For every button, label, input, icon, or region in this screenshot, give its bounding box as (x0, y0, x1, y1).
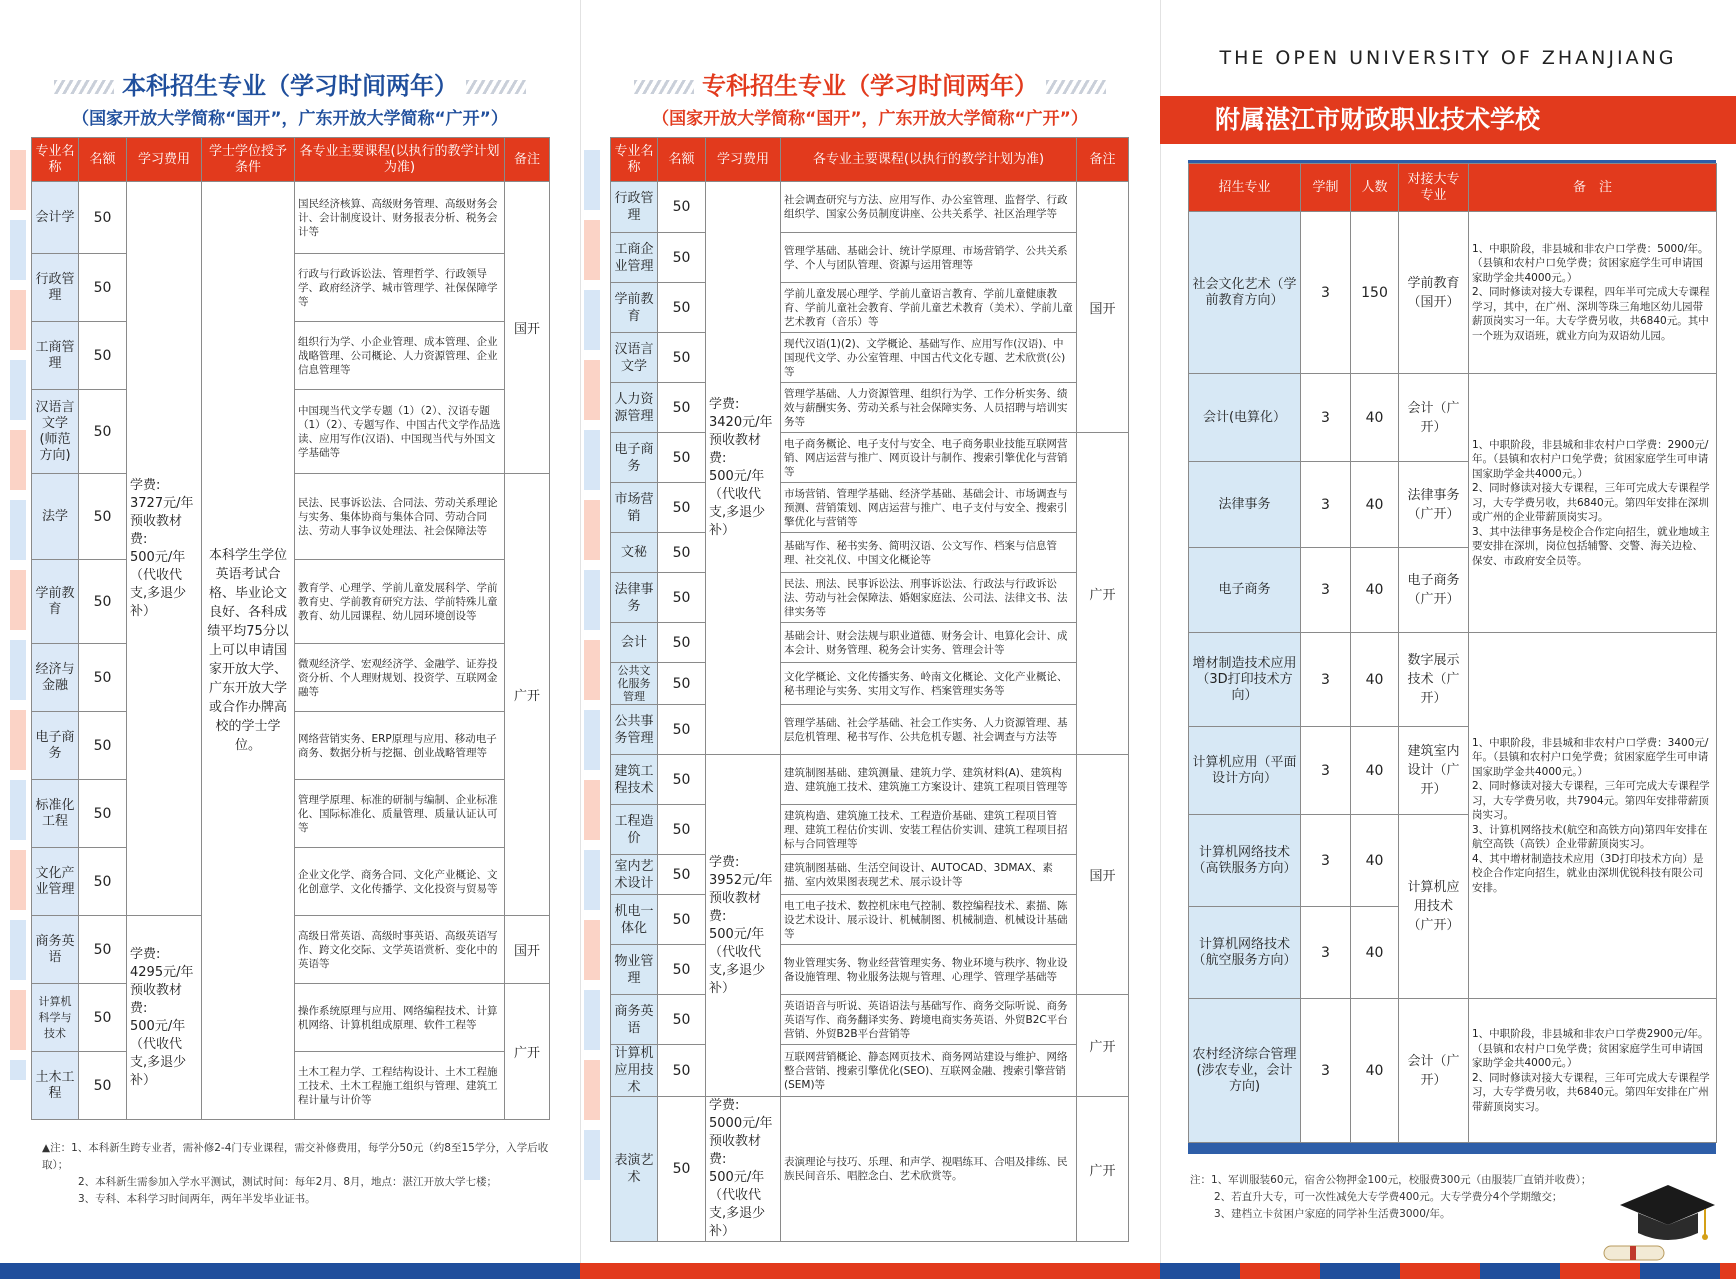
vocational-notes (1190, 1172, 1620, 1223)
major-name: 汉语言文学(师范方向) (32, 390, 79, 474)
course-list: 高级日常英语、高级时事英语、高级英语写作、跨文化交际、文学英语赏析、变化中的英语等 (295, 916, 505, 984)
note-line: ▲注：1、本科新生跨专业者，需补修2-4门专业课程，需交补修费用，每学分50元（约8至15学分，入学后收取）； (42, 1142, 549, 1171)
quota: 50 (658, 755, 706, 805)
major-name: 会计学 (32, 182, 79, 254)
junior-college-subtitle: （国家开放大学简称“国开”，广东开放大学简称“广开”） (652, 109, 1088, 129)
major-name: 室内艺术设计 (611, 855, 658, 895)
course-list: 文化学概论、文化传播实务、岭南文化概论、文化产业概论、秘书理论与实务、实用文写作、档案管理实务等 (781, 663, 1077, 705)
header-course: 各专业主要课程(以执行的教学计划为准) (781, 138, 1077, 182)
major-name: 标准化工程 (32, 780, 79, 848)
header-linked-major: 对接大专专业 (1399, 164, 1469, 212)
remark: 国开 (505, 182, 550, 474)
table-row (611, 283, 1129, 333)
course-list: 电子商务概论、电子支付与安全、电子商务职业技能互联网营销、网店运营与推广、网页设计与制作、搜索引擎优化与营销等 (781, 433, 1077, 483)
linked-major: 电子商务（广开） (1399, 548, 1469, 633)
remark: 国开 (505, 916, 550, 984)
years: 3 (1301, 907, 1351, 999)
table-row (611, 1097, 1129, 1242)
table-header (32, 138, 550, 182)
note-line: 注：1、军训服装60元，宿舍公物押金100元，校服费300元（由服装厂直销并收费）； (1190, 1174, 1592, 1186)
remark-text: 1、中职阶段，非县城和非农村户口学费：2900元/年。（县镇和农村户口免学费；贫困家庭学生可申请国家助学金共4000元。） 2、同时修读对接大专课程，三年可完成大专课程学习，大专学费另收，共6840元。第四年安排在深圳或广州的企业带薪顶岗实习。 3、其中法律事务是校企合作定向招生，就业地域主要安排在深圳，岗位包括辅警、交警、海关边检、保安、市政府安全员等。 (1469, 374, 1717, 633)
course-list: 电工电子技术、数控机床电气控制、数控编程技术、素描、陈设艺术设计、展示设计、机械制图、机械制造、机械设计基础等 (781, 895, 1077, 945)
fee-group-2: 学费: 3952元/年 预收教材费: 500元/年 （代收代支,多退少补） (706, 755, 781, 1097)
remark: 广开 (505, 474, 550, 916)
major-name: 会计 (611, 623, 658, 663)
major-name: 农村经济综合管理(涉农专业，会计方向) (1189, 999, 1301, 1143)
fee-group-1: 学费: 3727元/年 预收教材费: 500元/年 （代收代支,多退少补） (127, 182, 202, 916)
major-name: 计算机应用（平面设计方向） (1189, 727, 1301, 815)
quota: 50 (658, 533, 706, 573)
years: 3 (1301, 548, 1351, 633)
decorative-stripe (10, 150, 26, 1080)
quota: 50 (79, 1052, 127, 1120)
table-row (611, 895, 1129, 945)
course-list: 民法、民事诉讼法、合同法、劳动关系理论与实务、集体协商与集体合同、劳动合同法、劳动人事争议处理法、社会保障法等 (295, 474, 505, 560)
table-row (1189, 633, 1717, 727)
course-list: 中国现当代文学专题（1）（2）、汉语专题（1）（2）、专题写作、中国古代文学作品选读、应用写作(汉语)、中国现当代与外国文学基础等 (295, 390, 505, 474)
count: 150 (1351, 212, 1399, 374)
course-list: 操作系统原理与应用、网络编程技术、计算机网络、计算机组成原理、软件工程等 (295, 984, 505, 1052)
major-name: 电子商务 (32, 712, 79, 780)
major-name: 人力资源管理 (611, 383, 658, 433)
major-name: 商务英语 (32, 916, 79, 984)
bottom-bar (580, 1263, 1160, 1279)
count: 40 (1351, 633, 1399, 727)
remark: 国开 (1077, 755, 1129, 995)
quota: 50 (658, 333, 706, 383)
header-years: 学制 (1301, 164, 1351, 212)
header-major: 专业名称 (611, 138, 658, 182)
course-list: 建筑制图基础、建筑测量、建筑力学、建筑材料(A)、建筑构造、建筑施工技术、建筑施工方案设计、建筑工程项目管理等 (781, 755, 1077, 805)
table-header (611, 138, 1129, 182)
major-name: 计算机应用技术 (611, 1045, 658, 1097)
quota: 50 (658, 945, 706, 995)
quota: 50 (658, 483, 706, 533)
header-remark: 备 注 (1469, 164, 1717, 212)
table-row (611, 855, 1129, 895)
linked-major: 数字展示技术（广开） (1399, 633, 1469, 727)
table-row (611, 805, 1129, 855)
major-name: 公共事务管理 (611, 705, 658, 755)
course-list: 行政与行政诉讼法、管理哲学、行政领导学、政府经济学、城市管理学、社保保障学等 (295, 254, 505, 322)
table-row (611, 755, 1129, 805)
quota: 50 (79, 254, 127, 322)
header-remark: 备注 (505, 138, 550, 182)
quota: 50 (79, 390, 127, 474)
years: 3 (1301, 727, 1351, 815)
table-row (611, 705, 1129, 755)
course-list: 微观经济学、宏观经济学、金融学、证券投资分析、个人理财规划、投资学、互联网金融等 (295, 644, 505, 712)
major-name: 学前教育 (32, 560, 79, 644)
header-count: 人数 (1351, 164, 1399, 212)
major-name: 学前教育 (611, 283, 658, 333)
quota: 50 (79, 712, 127, 780)
table-row (611, 233, 1129, 283)
junior-college-table (610, 137, 1129, 1242)
bottom-bar (0, 1263, 580, 1279)
count: 40 (1351, 727, 1399, 815)
course-list: 互联网营销概论、静态网页技术、商务网站建设与维护、网络整合营销、搜索引擎优化(SEO)、互联网金融、搜索引擎营销(SEM)等 (781, 1045, 1077, 1097)
note-line: 3、专科、本科学习时间两年，两年半发毕业证书。 (78, 1193, 316, 1205)
table-row (611, 333, 1129, 383)
major-name: 社会文化艺术（学前教育方向） (1189, 212, 1301, 374)
school-title: 附属湛江市财政职业技术学校 (1160, 96, 1736, 144)
course-list: 管理学基础、社会学基础、社会工作实务、人力资源管理、基层危机管理、秘书写作、公共危机专题、社会调查与方法等 (781, 705, 1077, 755)
major-name: 文化产业管理 (32, 848, 79, 916)
course-list: 英语语音与听说、英语语法与基础写作、商务交际听说、商务英语写作、商务翻译实务、跨境电商实务英语、外贸B2C平台营销、外贸B2B平台营销等 (781, 995, 1077, 1045)
linked-major: 学前教育（国开） (1399, 212, 1469, 374)
note-line: 2、本科新生需参加入学水平测试，测试时间：每年2月、8月，地点：湛江开放大学七楼； (78, 1176, 498, 1188)
course-list: 现代汉语(1)(2)、文学概论、基础写作、应用写作(汉语)、中国现代文学、办公室管理、中国古代文化专题、艺术欣赏(公)等 (781, 333, 1077, 383)
major-name: 工程造价 (611, 805, 658, 855)
course-list: 表演理论与技巧、乐理、和声学、视唱练耳、合唱及排练、民族民间音乐、唱腔念白、艺术欣赏等。 (781, 1097, 1077, 1242)
fee-group-3: 学费: 5000元/年 预收教材费: 500元/年 （代收代支,多退少补） (706, 1097, 781, 1242)
quota: 50 (658, 1097, 706, 1242)
course-list: 管理学基础、基础会计、统计学原理、市场营销学、公共关系学、个人与团队管理、资源与运用管理等 (781, 233, 1077, 283)
table-row (611, 1045, 1129, 1097)
table-row (611, 945, 1129, 995)
quota: 50 (79, 644, 127, 712)
quota: 50 (658, 1045, 706, 1097)
quota: 50 (658, 182, 706, 233)
quota: 50 (658, 233, 706, 283)
header-major: 专业名称 (32, 138, 79, 182)
quota: 50 (658, 283, 706, 333)
table-row (611, 663, 1129, 705)
major-name: 汉语言文学 (611, 333, 658, 383)
course-list: 教育学、心理学、学前儿童发展科学、学前教育史、学前教育研究方法、学前特殊儿童教育、幼儿园课程、幼儿园环境创设等 (295, 560, 505, 644)
table-row (611, 483, 1129, 533)
undergraduate-panel (0, 0, 580, 1279)
major-name: 会计(电算化） (1189, 374, 1301, 462)
linked-major: 建筑室内设计（广开） (1399, 727, 1469, 815)
major-name: 工商管理 (32, 322, 79, 390)
undergraduate-table (31, 137, 550, 1120)
degree-condition: 本科学生学位英语考试合格、毕业论文良好、各科成绩平均75分以上可以申请国家开放大学、广东开放大学或合作办牌高校的学士学位。 (202, 182, 295, 1120)
quota: 50 (79, 848, 127, 916)
major-name: 电子商务 (1189, 548, 1301, 633)
quota: 50 (79, 780, 127, 848)
remark-text: 1、中职阶段，非县城和非农户口学费2900元/年。（县镇和农村户口免学费；贫困家庭学生可申请国家助学金共4000元。） 2、同时修读对接大专课程，三年可完成大专课程学习，大专学费另收，共6840元。第四年安排在广州带薪顶岗实习。 (1469, 999, 1717, 1143)
quota: 50 (658, 663, 706, 705)
course-list: 土木工程力学、工程结构设计、土木工程施工技术、土木工程施工组织与管理、建筑工程计量与计价等 (295, 1052, 505, 1120)
major-name: 物业管理 (611, 945, 658, 995)
junior-college-title: 专科招生专业（学习时间两年） (580, 66, 1160, 101)
major-name: 商务英语 (611, 995, 658, 1045)
vocational-school-panel (1160, 0, 1736, 1279)
major-name: 计算机网络技术（航空服务方向） (1189, 907, 1301, 999)
table-row (611, 995, 1129, 1045)
course-list: 学前儿童发展心理学、学前儿童语言教育、学前儿童健康教育、学前儿童社会教育、学前儿童艺术教育（美术）、学前儿童艺术教育（音乐）等 (781, 283, 1077, 333)
course-list: 组织行为学、小企业管理、成本管理、企业战略管理、公司概论、人力资源管理、企业信息管理等 (295, 322, 505, 390)
remark: 广开 (1077, 995, 1129, 1097)
junior-college-panel (580, 0, 1160, 1279)
header-remark: 备注 (1077, 138, 1129, 182)
quota: 50 (658, 433, 706, 483)
years: 3 (1301, 212, 1351, 374)
header-quota: 名额 (79, 138, 127, 182)
quota: 50 (79, 984, 127, 1052)
quota: 50 (658, 805, 706, 855)
major-name: 公共文化服务管理 (611, 663, 658, 705)
header-major: 招生专业 (1189, 164, 1301, 212)
quota: 50 (79, 560, 127, 644)
major-name: 工商企业管理 (611, 233, 658, 283)
remark-text: 1、中职阶段，非县城和非农户口学费：5000/年。（县镇和农村户口免学费；贫困家庭学生可申请国家助学金共4000元。） 2、同时修读对接大专课程，四年半可完成大专课程学习，其中，在广州、深圳等珠三角地区幼儿园带薪顶岗实习一年。大专学费另收，共6840元。其中一个班为双语班，就业方向为双语幼儿园。 (1469, 212, 1717, 374)
count: 40 (1351, 999, 1399, 1143)
vocational-table (1188, 163, 1717, 1143)
undergraduate-notes (42, 1140, 552, 1208)
major-name: 建筑工程技术 (611, 755, 658, 805)
decorative-stripe (584, 150, 600, 1180)
header-fee: 学习费用 (706, 138, 781, 182)
course-list: 建筑制图基础、生活空间设计、AUTOCAD、3DMAX、素描、室内效果图表现艺术、展示设计等 (781, 855, 1077, 895)
major-name: 行政管理 (32, 254, 79, 322)
note-line: 3、建档立卡贫困户家庭的同学补生活费3000/年。 (1214, 1208, 1451, 1220)
remark: 广开 (1077, 1097, 1129, 1242)
course-list: 物业管理实务、物业经营管理实务、物业环境与秩序、物业设备设施管理、物业服务法规与管理、心理学、管理学基础等 (781, 945, 1077, 995)
major-name: 经济与金融 (32, 644, 79, 712)
remark: 广开 (505, 984, 550, 1120)
count: 40 (1351, 907, 1399, 999)
major-name: 增材制造技术应用（3D打印技术方向） (1189, 633, 1301, 727)
header-quota: 名额 (658, 138, 706, 182)
major-name: 行政管理 (611, 182, 658, 233)
major-name: 法律事务 (611, 573, 658, 623)
linked-major: 会计（广开） (1399, 374, 1469, 462)
table-header (1189, 164, 1717, 212)
major-name: 计算机网络技术（高铁服务方向） (1189, 815, 1301, 907)
quota: 50 (658, 573, 706, 623)
course-list: 管理学原理、标准的研制与编制、企业标准化、国际标准化、质量管理、质量认证认可等 (295, 780, 505, 848)
quota: 50 (658, 855, 706, 895)
remark-text: 1、中职阶段，非县城和非农村户口学费：3400元/年。（县镇和农村户口免学费；贫困家庭学生可申请国家助学金共4000元。） 2、同时修读对接大专课程，三年可完成大专课程学习，大专学费另收，共7904元。第四年安排带薪顶岗实习。 3、计算机网络技术(航空和高铁方向)第四年安排在航空高铁（高铁）企业带薪顶岗实习。 4、其中增材制造技术应用（3D打印技术方向）是校企合作定向招生，就业由深圳优锐科技有限公司安排。 (1469, 633, 1717, 999)
header-degree: 学士学位授予条件 (202, 138, 295, 182)
count: 40 (1351, 815, 1399, 907)
header-course: 各专业主要课程(以执行的教学计划为准) (295, 138, 505, 182)
count: 40 (1351, 374, 1399, 462)
count: 40 (1351, 462, 1399, 548)
major-name: 文秘 (611, 533, 658, 573)
quota: 50 (79, 322, 127, 390)
fee-group-2: 学费: 4295元/年 预收教材费: 500元/年 （代收代支,多退少补） (127, 916, 202, 1120)
major-name: 机电一体化 (611, 895, 658, 945)
table-row (611, 433, 1129, 483)
years: 3 (1301, 999, 1351, 1143)
linked-major: 法律事务（广开） (1399, 462, 1469, 548)
english-title: THE OPEN UNIVERSITY OF ZHANJIANG (1219, 47, 1677, 69)
major-name: 法学 (32, 474, 79, 560)
undergraduate-title: 本科招生专业（学习时间两年） (0, 66, 580, 101)
table-row (611, 533, 1129, 573)
years: 3 (1301, 462, 1351, 548)
table-row (1189, 999, 1717, 1143)
table-row (1189, 212, 1717, 374)
table-row (1189, 374, 1717, 462)
major-name: 土木工程 (32, 1052, 79, 1120)
quota: 50 (79, 474, 127, 560)
table-row (611, 623, 1129, 663)
course-list: 基础写作、秘书实务、简明汉语、公文写作、档案与信息管理、社交礼仪、中国文化概论等 (781, 533, 1077, 573)
course-list: 市场营销、管理学基础、经济学基础、基础会计、市场调查与预测、营销策划、网店运营与推广、电子支付与安全、搜索引擎优化与营销等 (781, 483, 1077, 533)
quota: 50 (658, 623, 706, 663)
major-name: 计算机科学与技术 (32, 984, 79, 1052)
quota: 50 (658, 383, 706, 433)
count: 40 (1351, 548, 1399, 633)
years: 3 (1301, 815, 1351, 907)
quota: 50 (658, 705, 706, 755)
major-name: 法律事务 (1189, 462, 1301, 548)
major-name: 电子商务 (611, 433, 658, 483)
linked-major: 计算机应用技术（广开） (1399, 815, 1469, 999)
bottom-bar (1160, 1263, 1736, 1279)
years: 3 (1301, 633, 1351, 727)
course-list: 管理学基础、人力资源管理、组织行为学、工作分析实务、绩效与薪酬实务、劳动关系与社会保障实务、人员招聘与培训实务等 (781, 383, 1077, 433)
remark: 国开 (1077, 182, 1129, 433)
remark: 广开 (1077, 433, 1129, 755)
quota: 50 (79, 182, 127, 254)
major-name: 表演艺术 (611, 1097, 658, 1242)
header-fee: 学习费用 (127, 138, 202, 182)
course-list: 建筑构造、建筑施工技术、工程造价基础、建筑工程项目管理、建筑工程估价实训、安装工程估价实训、建筑工程项目招标与合同管理等 (781, 805, 1077, 855)
table-row (611, 573, 1129, 623)
course-list: 国民经济核算、高级财务管理、高级财务会计、会计制度设计、财务报表分析、税务会计等 (295, 182, 505, 254)
course-list: 企业文化学、商务合同、文化产业概论、文化创意学、文化传播学、文化投资与贸易等 (295, 848, 505, 916)
quota: 50 (658, 995, 706, 1045)
years: 3 (1301, 374, 1351, 462)
fee-group-1: 学费: 3420元/年 预收教材费: 500元/年 （代收代支,多退少补） (706, 182, 781, 755)
note-line: 2、若直升大专，可一次性减免大专学费400元。大专学费分4个学期缴交； (1214, 1191, 1563, 1203)
table-row (611, 182, 1129, 233)
course-list: 社会调查研究与方法、应用写作、办公室管理、监督学、行政组织学、国家公务员制度讲座、公共关系学、社区治理学等 (781, 182, 1077, 233)
course-list: 基础会计、财会法规与职业道德、财务会计、电算化会计、成本会计、财务管理、税务会计实务、管理会计等 (781, 623, 1077, 663)
quota: 50 (79, 916, 127, 984)
major-name: 市场营销 (611, 483, 658, 533)
table-row (32, 182, 550, 254)
quota: 50 (658, 895, 706, 945)
table-row (611, 383, 1129, 433)
course-list: 民法、刑法、民事诉讼法、刑事诉讼法、行政法与行政诉讼法、劳动与社会保障法、婚姻家庭法、公司法、法律文书、法律实务等 (781, 573, 1077, 623)
linked-major: 会计（广开） (1399, 999, 1469, 1143)
course-list: 网络营销实务、ERP原理与应用、移动电子商务、数据分析与挖掘、创业战略管理等 (295, 712, 505, 780)
undergraduate-subtitle: （国家开放大学简称“国开”，广东开放大学简称“广开”） (72, 109, 508, 129)
